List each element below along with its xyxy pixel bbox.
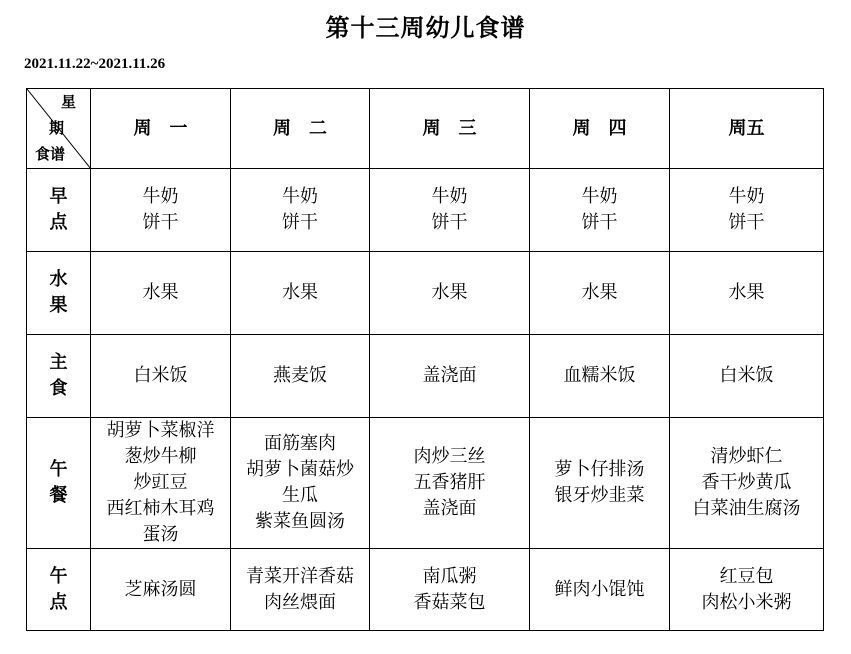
menu-cell xyxy=(670,169,824,252)
meal-row xyxy=(27,549,824,631)
dish-line: 胡萝卜菜椒洋 xyxy=(106,420,215,441)
menu-cell xyxy=(530,335,670,418)
day-header-fri: 周五 xyxy=(670,89,824,169)
menu-cell xyxy=(670,335,824,418)
page-title: 第十三周幼儿食谱 xyxy=(325,13,526,42)
dish-line: 牛奶 xyxy=(728,186,765,207)
corner-label-middle: 期 xyxy=(49,119,65,137)
day-header-thu: 周 四 xyxy=(530,89,670,169)
menu-cell xyxy=(670,418,824,549)
menu-cell xyxy=(370,549,530,631)
menu-cell xyxy=(91,549,231,631)
dish-line: 白米饭 xyxy=(133,365,188,386)
row-header xyxy=(27,418,91,549)
menu-cell xyxy=(91,418,231,549)
dish-line: 面筋塞肉 xyxy=(264,433,336,454)
row-header-char: 午 xyxy=(49,459,68,480)
dish-line: 水果 xyxy=(282,282,318,303)
menu-cell xyxy=(670,549,824,631)
row-header-char: 主 xyxy=(49,352,68,373)
day-header-mon: 周 一 xyxy=(91,89,231,169)
dish-line: 白菜油生腐汤 xyxy=(692,498,801,519)
meal-row xyxy=(27,169,824,252)
dish-line: 牛奶 xyxy=(142,186,179,207)
menu-table xyxy=(26,88,824,631)
menu-cell xyxy=(231,335,370,418)
dish-line: 饼干 xyxy=(431,212,468,233)
dish-line: 肉炒三丝 xyxy=(413,446,486,467)
day-header-tue: 周 二 xyxy=(231,89,370,169)
row-header-char: 食 xyxy=(49,378,68,399)
dish-line: 五香猪肝 xyxy=(413,472,486,493)
menu-cell xyxy=(231,418,370,549)
corner-label-top: 星 xyxy=(61,93,77,111)
dish-line: 胡萝卜菌菇炒 xyxy=(246,459,354,480)
row-header xyxy=(27,549,91,631)
row-header-char: 点 xyxy=(49,212,68,233)
dish-line: 蛋汤 xyxy=(142,524,179,545)
dish-line: 水果 xyxy=(728,282,765,303)
menu-cell xyxy=(530,549,670,631)
menu-cell xyxy=(370,418,530,549)
dish-line: 白米饭 xyxy=(719,365,774,386)
dish-line: 肉丝煨面 xyxy=(264,591,336,613)
menu-cell xyxy=(231,252,370,335)
corner-cell xyxy=(27,89,91,169)
dish-line: 萝卜仔排汤 xyxy=(554,459,645,480)
dish-line: 饼干 xyxy=(728,212,765,233)
menu-cell xyxy=(530,418,670,549)
dish-line: 香菇菜包 xyxy=(413,591,486,613)
menu-cell xyxy=(370,335,530,418)
menu-cell xyxy=(530,252,670,335)
dish-line: 饼干 xyxy=(581,212,618,233)
row-header xyxy=(27,169,91,252)
dish-line: 生瓜 xyxy=(282,485,318,506)
row-header-char: 早 xyxy=(49,186,68,207)
dish-line: 盖浇面 xyxy=(422,498,477,519)
dish-line: 饼干 xyxy=(282,212,318,233)
row-header-char: 水 xyxy=(49,269,68,290)
dish-line: 水果 xyxy=(431,282,468,303)
dish-line: 芝麻汤圆 xyxy=(124,578,197,600)
dish-line: 青菜开洋香菇 xyxy=(246,565,354,587)
menu-cell xyxy=(231,169,370,252)
menu-cell xyxy=(91,252,231,335)
dish-line: 盖浇面 xyxy=(422,365,477,386)
dish-line: 香干炒黄瓜 xyxy=(701,472,792,493)
row-header-char: 餐 xyxy=(49,485,68,506)
dish-line: 紫菜鱼圆汤 xyxy=(255,511,345,532)
dish-line: 牛奶 xyxy=(581,186,618,207)
corner-label-bottom: 食谱 xyxy=(35,145,66,163)
dish-line: 清炒虾仁 xyxy=(710,446,783,467)
dish-line: 鲜肉小馄饨 xyxy=(554,578,645,600)
row-header-char: 午 xyxy=(49,565,68,587)
dish-line: 葱炒牛柳 xyxy=(124,446,197,467)
row-header xyxy=(27,252,91,335)
menu-cell xyxy=(530,169,670,252)
menu-cell xyxy=(231,549,370,631)
dish-line: 饼干 xyxy=(142,212,179,233)
dish-line: 燕麦饭 xyxy=(273,365,327,386)
dish-line: 西红柿木耳鸡 xyxy=(106,498,215,519)
date-range: 2021.11.22~2021.11.26 xyxy=(24,56,166,72)
meal-row xyxy=(27,335,824,418)
dish-line: 水果 xyxy=(581,282,618,303)
menu-cell xyxy=(91,169,231,252)
row-header-char: 点 xyxy=(49,591,68,613)
dish-line: 红豆包 xyxy=(719,565,774,587)
menu-cell xyxy=(670,252,824,335)
header-row xyxy=(27,89,824,169)
row-header-char: 果 xyxy=(49,295,68,316)
meal-row xyxy=(27,252,824,335)
menu-cell xyxy=(91,335,231,418)
dish-line: 牛奶 xyxy=(282,186,318,207)
dish-line: 牛奶 xyxy=(431,186,468,207)
dish-line: 水果 xyxy=(142,282,179,303)
dish-line: 血糯米饭 xyxy=(563,365,636,386)
dish-line: 银牙炒韭菜 xyxy=(554,485,645,506)
dish-line: 炒豇豆 xyxy=(133,472,188,493)
dish-line: 肉松小米粥 xyxy=(701,591,792,613)
day-header-wed: 周 三 xyxy=(370,89,530,169)
menu-cell xyxy=(370,252,530,335)
row-header xyxy=(27,335,91,418)
dish-line: 南瓜粥 xyxy=(422,565,477,587)
meal-row xyxy=(27,418,824,549)
menu-cell xyxy=(370,169,530,252)
